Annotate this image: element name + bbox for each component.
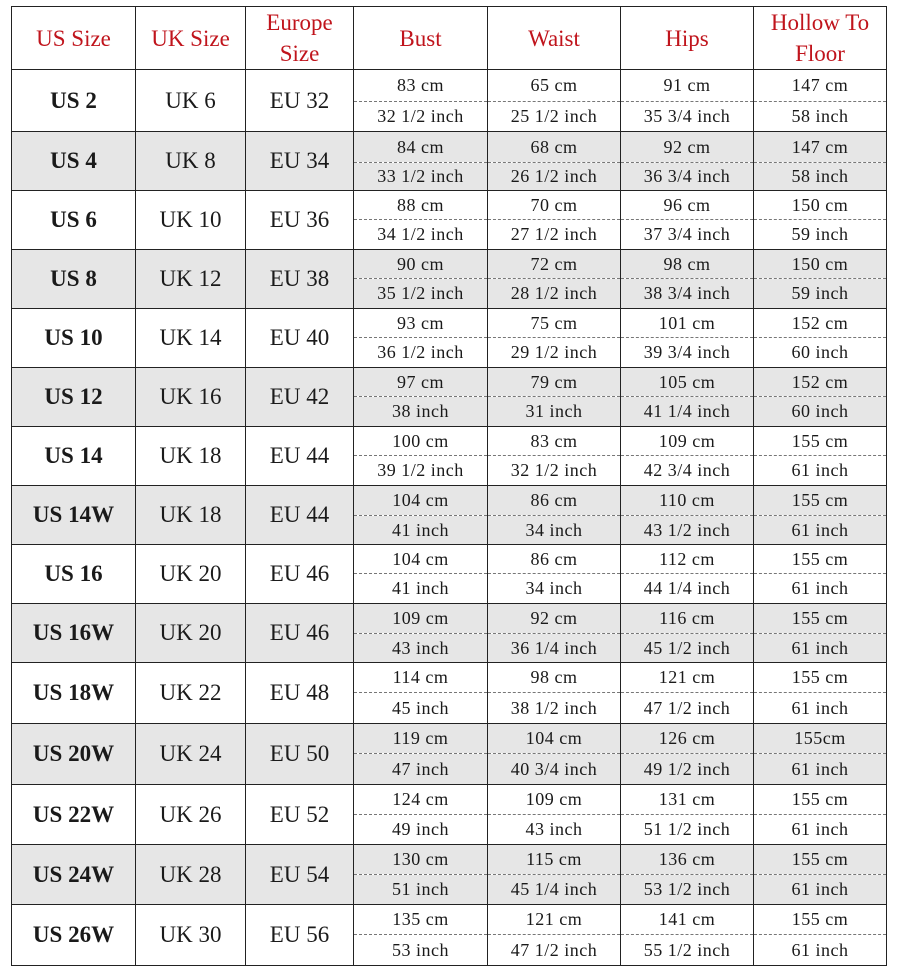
header-bust: Bust <box>354 7 488 70</box>
waist-inch-cell: 34 inch <box>488 574 621 604</box>
bust-cm-cell: 93 cm <box>354 309 488 338</box>
uk-size-cell: UK 14 <box>136 309 246 368</box>
hollow-to-floor-inch-cell: 58 inch <box>754 163 887 191</box>
table-row <box>12 132 887 163</box>
hollow-to-floor-inch-cell: 59 inch <box>754 220 887 250</box>
waist-inch-cell: 27 1/2 inch <box>488 220 621 250</box>
us-size-cell: US 10 <box>12 309 136 368</box>
europe-size-cell: EU 44 <box>246 427 354 486</box>
header-uk-size: UK Size <box>136 7 246 70</box>
hollow-to-floor-inch-cell: 61 inch <box>754 935 887 966</box>
hollow-to-floor-cm-cell: 155 cm <box>754 845 887 875</box>
waist-inch-cell: 32 1/2 inch <box>488 456 621 486</box>
hollow-to-floor-inch-cell: 61 inch <box>754 516 887 545</box>
us-size-cell: US 20W <box>12 724 136 785</box>
hollow-to-floor-cm-cell: 155cm <box>754 724 887 754</box>
hollow-to-floor-inch-cell: 61 inch <box>754 634 887 663</box>
bust-inch-cell: 53 inch <box>354 935 488 966</box>
table-row <box>12 486 887 516</box>
uk-size-cell: UK 18 <box>136 486 246 545</box>
waist-cm-cell: 68 cm <box>488 132 621 163</box>
hollow-to-floor-inch-cell: 58 inch <box>754 102 887 132</box>
europe-size-cell: EU 40 <box>246 309 354 368</box>
bust-inch-cell: 45 inch <box>354 693 488 724</box>
us-size-cell: US 24W <box>12 845 136 905</box>
bust-cm-cell: 119 cm <box>354 724 488 754</box>
bust-inch-cell: 49 inch <box>354 815 488 845</box>
uk-size-cell: UK 12 <box>136 250 246 309</box>
table-row <box>12 191 887 220</box>
uk-size-cell: UK 20 <box>136 604 246 663</box>
waist-cm-cell: 79 cm <box>488 368 621 397</box>
bust-inch-cell: 38 inch <box>354 397 488 427</box>
table-row <box>12 545 887 574</box>
waist-inch-cell: 47 1/2 inch <box>488 935 621 966</box>
us-size-cell: US 14W <box>12 486 136 545</box>
hollow-to-floor-cm-cell: 152 cm <box>754 368 887 397</box>
header-europe-size: Europe Size <box>246 7 354 70</box>
waist-inch-cell: 34 inch <box>488 516 621 545</box>
europe-size-cell: EU 46 <box>246 545 354 604</box>
hollow-to-floor-cm-cell: 150 cm <box>754 250 887 279</box>
bust-cm-cell: 114 cm <box>354 663 488 693</box>
hips-cm-cell: 126 cm <box>621 724 754 754</box>
hollow-to-floor-inch-cell: 60 inch <box>754 338 887 368</box>
waist-inch-cell: 43 inch <box>488 815 621 845</box>
waist-cm-cell: 83 cm <box>488 427 621 456</box>
waist-inch-cell: 38 1/2 inch <box>488 693 621 724</box>
bust-inch-cell: 47 inch <box>354 754 488 785</box>
hollow-to-floor-inch-cell: 61 inch <box>754 754 887 785</box>
hips-inch-cell: 42 3/4 inch <box>621 456 754 486</box>
hollow-to-floor-inch-cell: 61 inch <box>754 875 887 905</box>
europe-size-cell: EU 42 <box>246 368 354 427</box>
hollow-to-floor-cm-cell: 155 cm <box>754 604 887 634</box>
hollow-to-floor-inch-cell: 60 inch <box>754 397 887 427</box>
uk-size-cell: UK 28 <box>136 845 246 905</box>
bust-cm-cell: 84 cm <box>354 132 488 163</box>
europe-size-cell: EU 38 <box>246 250 354 309</box>
hips-cm-cell: 91 cm <box>621 70 754 102</box>
bust-inch-cell: 51 inch <box>354 875 488 905</box>
table-row <box>12 663 887 693</box>
europe-size-cell: EU 46 <box>246 604 354 663</box>
table-row <box>12 604 887 634</box>
bust-inch-cell: 41 inch <box>354 516 488 545</box>
us-size-cell: US 14 <box>12 427 136 486</box>
bust-cm-cell: 104 cm <box>354 486 488 516</box>
hips-inch-cell: 51 1/2 inch <box>621 815 754 845</box>
waist-cm-cell: 109 cm <box>488 785 621 815</box>
bust-inch-cell: 32 1/2 inch <box>354 102 488 132</box>
waist-inch-cell: 26 1/2 inch <box>488 163 621 191</box>
table-row <box>12 309 887 338</box>
table-row <box>12 368 887 397</box>
hollow-to-floor-cm-cell: 155 cm <box>754 785 887 815</box>
europe-size-cell: EU 54 <box>246 845 354 905</box>
hollow-to-floor-cm-cell: 147 cm <box>754 70 887 102</box>
hips-cm-cell: 92 cm <box>621 132 754 163</box>
uk-size-cell: UK 8 <box>136 132 246 191</box>
waist-cm-cell: 98 cm <box>488 663 621 693</box>
waist-inch-cell: 25 1/2 inch <box>488 102 621 132</box>
bust-cm-cell: 109 cm <box>354 604 488 634</box>
hips-cm-cell: 131 cm <box>621 785 754 815</box>
hips-inch-cell: 45 1/2 inch <box>621 634 754 663</box>
hips-cm-cell: 105 cm <box>621 368 754 397</box>
hips-cm-cell: 109 cm <box>621 427 754 456</box>
hips-cm-cell: 101 cm <box>621 309 754 338</box>
waist-cm-cell: 86 cm <box>488 486 621 516</box>
hollow-to-floor-inch-cell: 61 inch <box>754 574 887 604</box>
uk-size-cell: UK 6 <box>136 70 246 132</box>
table-body <box>12 70 887 966</box>
hips-inch-cell: 39 3/4 inch <box>621 338 754 368</box>
bust-inch-cell: 39 1/2 inch <box>354 456 488 486</box>
us-size-cell: US 6 <box>12 191 136 250</box>
bust-inch-cell: 41 inch <box>354 574 488 604</box>
europe-size-cell: EU 36 <box>246 191 354 250</box>
table-row <box>12 785 887 815</box>
hips-cm-cell: 116 cm <box>621 604 754 634</box>
hips-inch-cell: 44 1/4 inch <box>621 574 754 604</box>
us-size-cell: US 22W <box>12 785 136 845</box>
waist-inch-cell: 36 1/4 inch <box>488 634 621 663</box>
hips-cm-cell: 121 cm <box>621 663 754 693</box>
hips-cm-cell: 98 cm <box>621 250 754 279</box>
table-row <box>12 724 887 754</box>
uk-size-cell: UK 16 <box>136 368 246 427</box>
bust-cm-cell: 97 cm <box>354 368 488 397</box>
hollow-to-floor-cm-cell: 155 cm <box>754 663 887 693</box>
table-row <box>12 845 887 875</box>
size-chart-table <box>11 6 887 966</box>
hips-inch-cell: 55 1/2 inch <box>621 935 754 966</box>
waist-cm-cell: 72 cm <box>488 250 621 279</box>
header-hips: Hips <box>621 7 754 70</box>
bust-cm-cell: 88 cm <box>354 191 488 220</box>
hips-cm-cell: 141 cm <box>621 905 754 935</box>
header-us-size: US Size <box>12 7 136 70</box>
hollow-to-floor-cm-cell: 147 cm <box>754 132 887 163</box>
us-size-cell: US 12 <box>12 368 136 427</box>
waist-inch-cell: 40 3/4 inch <box>488 754 621 785</box>
hips-inch-cell: 53 1/2 inch <box>621 875 754 905</box>
hollow-to-floor-inch-cell: 61 inch <box>754 815 887 845</box>
us-size-cell: US 26W <box>12 905 136 966</box>
europe-size-cell: EU 52 <box>246 785 354 845</box>
waist-cm-cell: 75 cm <box>488 309 621 338</box>
waist-inch-cell: 45 1/4 inch <box>488 875 621 905</box>
europe-size-cell: EU 50 <box>246 724 354 785</box>
bust-inch-cell: 34 1/2 inch <box>354 220 488 250</box>
waist-cm-cell: 65 cm <box>488 70 621 102</box>
waist-cm-cell: 115 cm <box>488 845 621 875</box>
hollow-to-floor-cm-cell: 155 cm <box>754 905 887 935</box>
hollow-to-floor-cm-cell: 155 cm <box>754 545 887 574</box>
hips-inch-cell: 38 3/4 inch <box>621 279 754 309</box>
europe-size-cell: EU 48 <box>246 663 354 724</box>
waist-cm-cell: 104 cm <box>488 724 621 754</box>
bust-cm-cell: 135 cm <box>354 905 488 935</box>
uk-size-cell: UK 26 <box>136 785 246 845</box>
table-row <box>12 905 887 935</box>
hollow-to-floor-inch-cell: 61 inch <box>754 693 887 724</box>
uk-size-cell: UK 30 <box>136 905 246 966</box>
bust-inch-cell: 43 inch <box>354 634 488 663</box>
hollow-to-floor-cm-cell: 155 cm <box>754 427 887 456</box>
europe-size-cell: EU 56 <box>246 905 354 966</box>
hips-inch-cell: 36 3/4 inch <box>621 163 754 191</box>
us-size-cell: US 16W <box>12 604 136 663</box>
hips-cm-cell: 110 cm <box>621 486 754 516</box>
waist-cm-cell: 121 cm <box>488 905 621 935</box>
europe-size-cell: EU 34 <box>246 132 354 191</box>
hollow-to-floor-inch-cell: 61 inch <box>754 456 887 486</box>
uk-size-cell: UK 24 <box>136 724 246 785</box>
us-size-cell: US 8 <box>12 250 136 309</box>
hollow-to-floor-cm-cell: 155 cm <box>754 486 887 516</box>
bust-cm-cell: 100 cm <box>354 427 488 456</box>
table-header <box>12 7 887 70</box>
europe-size-cell: EU 32 <box>246 70 354 132</box>
bust-cm-cell: 104 cm <box>354 545 488 574</box>
bust-cm-cell: 124 cm <box>354 785 488 815</box>
uk-size-cell: UK 20 <box>136 545 246 604</box>
table-row <box>12 250 887 279</box>
uk-size-cell: UK 10 <box>136 191 246 250</box>
bust-inch-cell: 33 1/2 inch <box>354 163 488 191</box>
header-hollow-to-floor: Hollow To Floor <box>754 7 887 70</box>
uk-size-cell: UK 22 <box>136 663 246 724</box>
hips-inch-cell: 43 1/2 inch <box>621 516 754 545</box>
bust-inch-cell: 36 1/2 inch <box>354 338 488 368</box>
bust-cm-cell: 130 cm <box>354 845 488 875</box>
table-row <box>12 427 887 456</box>
waist-cm-cell: 92 cm <box>488 604 621 634</box>
table-row <box>12 70 887 102</box>
bust-inch-cell: 35 1/2 inch <box>354 279 488 309</box>
waist-inch-cell: 31 inch <box>488 397 621 427</box>
hips-cm-cell: 136 cm <box>621 845 754 875</box>
hollow-to-floor-inch-cell: 59 inch <box>754 279 887 309</box>
hips-inch-cell: 41 1/4 inch <box>621 397 754 427</box>
us-size-cell: US 18W <box>12 663 136 724</box>
hips-inch-cell: 35 3/4 inch <box>621 102 754 132</box>
waist-cm-cell: 86 cm <box>488 545 621 574</box>
hollow-to-floor-cm-cell: 150 cm <box>754 191 887 220</box>
bust-cm-cell: 83 cm <box>354 70 488 102</box>
hips-cm-cell: 112 cm <box>621 545 754 574</box>
hips-inch-cell: 47 1/2 inch <box>621 693 754 724</box>
us-size-cell: US 16 <box>12 545 136 604</box>
hips-cm-cell: 96 cm <box>621 191 754 220</box>
waist-inch-cell: 29 1/2 inch <box>488 338 621 368</box>
header-waist: Waist <box>488 7 621 70</box>
hips-inch-cell: 37 3/4 inch <box>621 220 754 250</box>
hips-inch-cell: 49 1/2 inch <box>621 754 754 785</box>
header-row <box>12 7 887 70</box>
us-size-cell: US 2 <box>12 70 136 132</box>
waist-inch-cell: 28 1/2 inch <box>488 279 621 309</box>
uk-size-cell: UK 18 <box>136 427 246 486</box>
us-size-cell: US 4 <box>12 132 136 191</box>
waist-cm-cell: 70 cm <box>488 191 621 220</box>
bust-cm-cell: 90 cm <box>354 250 488 279</box>
hollow-to-floor-cm-cell: 152 cm <box>754 309 887 338</box>
europe-size-cell: EU 44 <box>246 486 354 545</box>
